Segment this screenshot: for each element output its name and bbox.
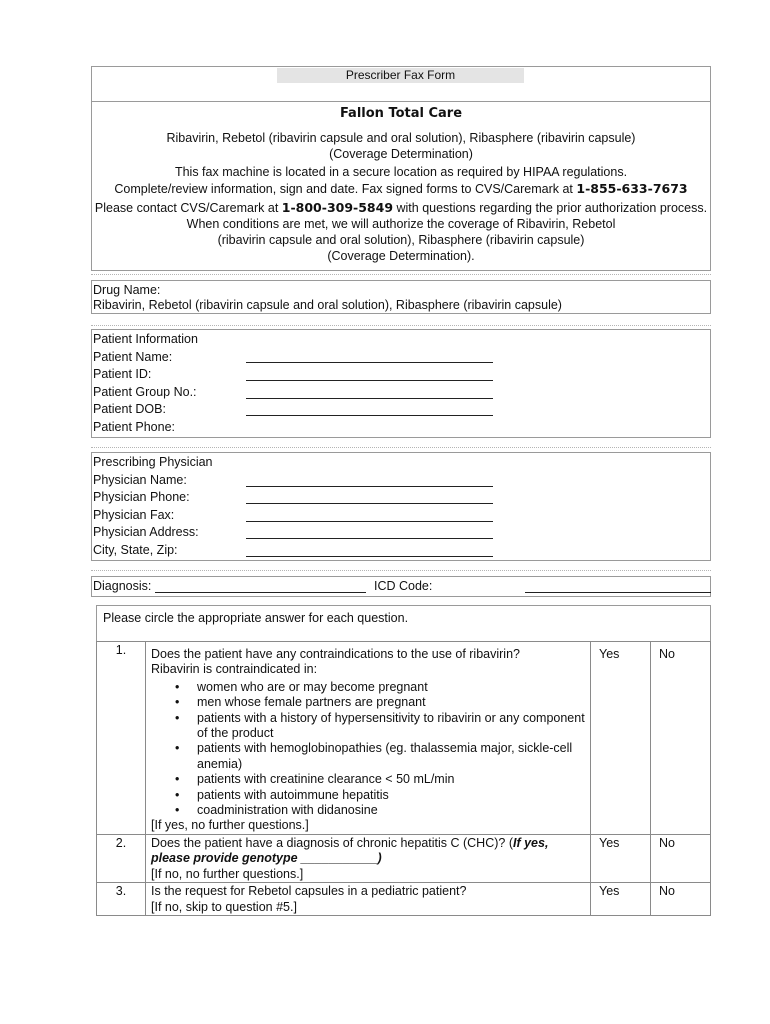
contraindication-item: • patients with creatinine clearance < 50 mL/min (197, 772, 585, 787)
fax-instruction-text: Complete/review information, sign and date. Fax signed forms to CVS/Caremark at (114, 182, 577, 196)
phone-number: 1-800-309-5849 (281, 200, 394, 215)
question-2-text-line (151, 836, 585, 867)
physician-fax-field[interactable] (246, 521, 493, 522)
question-row-2 (97, 834, 711, 882)
organization-name: Fallon Total Care (339, 106, 463, 121)
contact-prefix: Please contact CVS/Caremark at (94, 201, 282, 215)
questions-table (96, 641, 711, 916)
conditions-line-3: (Coverage Determination). (327, 249, 475, 263)
question-3-no[interactable]: No (651, 883, 711, 916)
question-1-note: [If yes, no further questions.] (151, 818, 309, 833)
question-2-genotype-prompt: If yes, please provide genotype ___________) (151, 835, 549, 866)
question-row-1 (97, 642, 711, 835)
patient-dob-field[interactable] (246, 415, 493, 416)
diagnosis-field[interactable] (155, 592, 366, 593)
question-3-text: Is the request for Rebetol capsules in a pediatric patient? (151, 884, 467, 899)
question-3-note: [If no, skip to question #5.] (151, 899, 297, 914)
physician-name-label: Physician Name: (93, 472, 187, 487)
question-row-3 (97, 883, 711, 916)
patient-name-label: Patient Name: (93, 349, 173, 364)
question-3-number: 3. (97, 883, 146, 916)
contraindication-item: • patients with a history of hypersensitivity to ribavirin or any component of the product (197, 711, 585, 742)
question-1-no[interactable]: No (651, 642, 711, 835)
question-1-subtext: Ribavirin is contraindicated in: (151, 662, 318, 677)
hipaa-notice: This fax machine is located in a secure location as required by HIPAA regulations. (174, 165, 628, 179)
header-drug-line-1: Ribavirin, Rebetol (ribavirin capsule and oral solution), Ribasphere (ribavirin capsule) (166, 131, 636, 145)
contraindication-item: • patients with autoimmune hepatitis (197, 788, 585, 803)
city-state-zip-field[interactable] (246, 556, 493, 557)
patient-group-label: Patient Group No.: (93, 384, 197, 399)
question-2-cell (146, 834, 591, 882)
patient-name-field[interactable] (246, 362, 493, 363)
physician-heading: Prescribing Physician (93, 455, 213, 469)
icd-code-label: ICD Code: (374, 579, 433, 593)
question-1-yes[interactable]: Yes (591, 642, 651, 835)
question-1-cell (146, 642, 591, 835)
header-drug-line-2: (Coverage Determination) (329, 147, 473, 161)
separator (91, 570, 711, 571)
form-title: Prescriber Fax Form (277, 68, 524, 83)
contraindication-item: • women who are or may become pregnant (197, 680, 585, 695)
patient-id-field[interactable] (246, 380, 493, 381)
physician-address-label: Physician Address: (93, 525, 199, 539)
physician-phone-label: Physician Phone: (93, 490, 190, 504)
physician-fax-label: Physician Fax: (93, 507, 175, 522)
question-3-cell (146, 883, 591, 916)
question-2-number: 2. (97, 834, 146, 882)
contraindication-item: • coadministration with didanosine (197, 803, 585, 818)
patient-group-field[interactable] (246, 398, 493, 399)
question-2-text: Does the patient have a diagnosis of chronic hepatitis C (CHC)? ( (151, 835, 513, 850)
question-2-yes[interactable]: Yes (591, 834, 651, 882)
question-3-yes[interactable]: Yes (591, 883, 651, 916)
contraindication-item: • patients with hemoglobinopathies (eg. thalassemia major, sickle-cell anemia) (197, 741, 585, 772)
drug-name-value: Ribavirin, Rebetol (ribavirin capsule and oral solution), Ribasphere (ribavirin capsule) (93, 298, 562, 312)
icd-code-field[interactable] (525, 592, 711, 593)
patient-phone-label: Patient Phone: (93, 419, 176, 434)
question-1-number: 1. (97, 642, 146, 835)
patient-info-heading: Patient Information (93, 332, 198, 346)
drug-name-label: Drug Name: (93, 283, 161, 297)
separator (91, 274, 711, 275)
question-2-note: [If no, no further questions.] (151, 866, 304, 881)
city-state-zip-label: City, State, Zip: (93, 542, 178, 557)
question-1-text: Does the patient have any contraindications to the use of ribavirin? (151, 647, 520, 661)
physician-name-field[interactable] (246, 486, 493, 487)
physician-phone-field[interactable] (246, 503, 493, 504)
fax-number: 1-855-633-7673 (576, 181, 688, 196)
patient-dob-label: Patient DOB: (93, 402, 166, 416)
separator (91, 447, 711, 448)
diagnosis-label: Diagnosis: (93, 579, 152, 593)
contraindication-list (151, 680, 585, 819)
patient-id-label: Patient ID: (93, 367, 152, 381)
contact-suffix: with questions regarding the prior authorization process. (393, 201, 708, 215)
contraindication-item: • men whose female partners are pregnant (197, 695, 585, 710)
fax-instruction (91, 181, 711, 197)
conditions-line-1: When conditions are met, we will authorize the coverage of Ribavirin, Rebetol (186, 217, 616, 231)
question-2-no[interactable]: No (651, 834, 711, 882)
contact-instruction (91, 200, 711, 216)
separator (91, 325, 711, 326)
instruction-text: Please circle the appropriate answer for each question. (103, 611, 409, 625)
conditions-line-2: (ribavirin capsule and oral solution), Ribasphere (ribavirin capsule) (217, 233, 585, 247)
physician-address-field[interactable] (246, 538, 493, 539)
